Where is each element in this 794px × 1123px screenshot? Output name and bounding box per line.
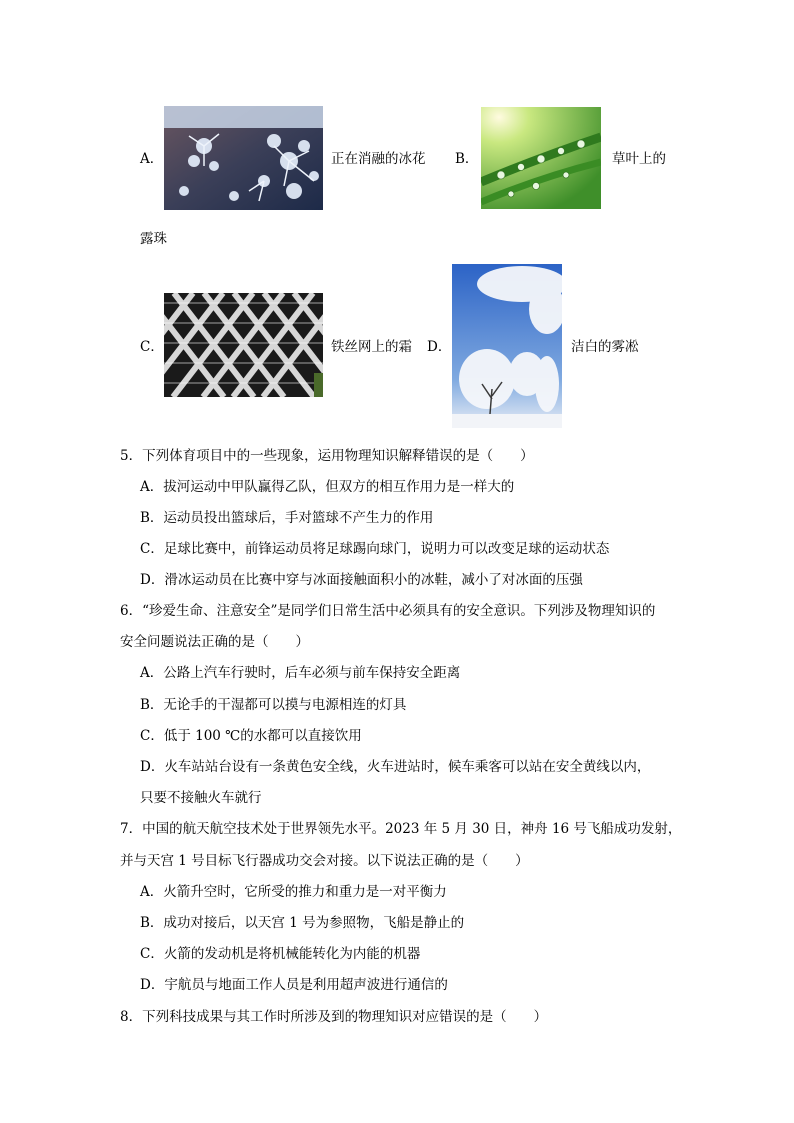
option-d-text: 洁白的雾凇 xyxy=(571,339,639,355)
frost-window-image xyxy=(164,106,323,210)
dewdrop-grass-image xyxy=(481,107,601,209)
q7-stem-line2: 并与天宫 1 号目标飞行器成功交会对接。以下说法正确的是（ ） xyxy=(120,853,529,869)
q6-option-d-line2: 只要不接触火车就行 xyxy=(140,790,262,806)
option-a-text: 正在消融的冰花 xyxy=(331,151,426,167)
option-b-text: 草叶上的 xyxy=(612,151,666,167)
option-d-letter: D． xyxy=(427,339,452,355)
q6-option-b: B．无论手的干湿都可以摸与电源相连的灯具 xyxy=(140,697,407,713)
option-a-letter: A． xyxy=(140,151,164,167)
q6-option-c: C．低于 100 ℃的水都可以直接饮用 xyxy=(140,728,362,744)
q5-option-b: B．运动员投出篮球后，手对篮球不产生力的作用 xyxy=(140,510,434,526)
q7-stem-line1: 7．中国的航天航空技术处于世界领先水平。2023 年 5 月 30 日，神舟 16 号飞船成功发射， xyxy=(120,821,682,837)
q5-option-d: D．滑冰运动员在比赛中穿与冰面接触面积小的冰鞋，减小了对冰面的压强 xyxy=(140,572,583,588)
q7-option-c: C．火箭的发动机是将机械能转化为内能的机器 xyxy=(140,946,421,962)
option-b-continuation: 露珠 xyxy=(140,231,167,247)
option-c-letter: C． xyxy=(140,339,164,355)
option-c-text: 铁丝网上的霜 xyxy=(331,339,412,355)
q8-stem: 8．下列科技成果与其工作时所涉及到的物理知识对应错误的是（ ） xyxy=(120,1009,548,1025)
q5-stem: 5．下列体育项目中的一些现象，运用物理知识解释错误的是（ ） xyxy=(120,448,534,464)
q6-option-a: A．公路上汽车行驶时，后车必须与前车保持安全距离 xyxy=(140,665,461,681)
q7-option-b: B．成功对接后，以天宫 1 号为参照物，飞船是静止的 xyxy=(140,915,465,931)
q7-option-d: D．宇航员与地面工作人员是利用超声波进行通信的 xyxy=(140,977,448,993)
option-b-letter: B． xyxy=(455,151,479,167)
rime-tree-image xyxy=(452,264,562,428)
q6-stem-line1: 6．“珍爱生命、注意安全”是同学们日常生活中必须具有的安全意识。下列涉及物理知识的 xyxy=(120,603,656,619)
frost-wire-image xyxy=(164,293,323,397)
q6-option-d: D．火车站站台设有一条黄色安全线，火车进站时，候车乘客可以站在安全黄线以内， xyxy=(140,759,651,775)
q5-option-a: A．拔河运动中甲队赢得乙队，但双方的相互作用力是一样大的 xyxy=(140,479,515,495)
q6-stem-line2: 安全问题说法正确的是（ ） xyxy=(120,634,309,650)
q5-option-c: C．足球比赛中，前锋运动员将足球踢向球门，说明力可以改变足球的运动状态 xyxy=(140,541,610,557)
q7-option-a: A．火箭升空时，它所受的推力和重力是一对平衡力 xyxy=(140,884,447,900)
